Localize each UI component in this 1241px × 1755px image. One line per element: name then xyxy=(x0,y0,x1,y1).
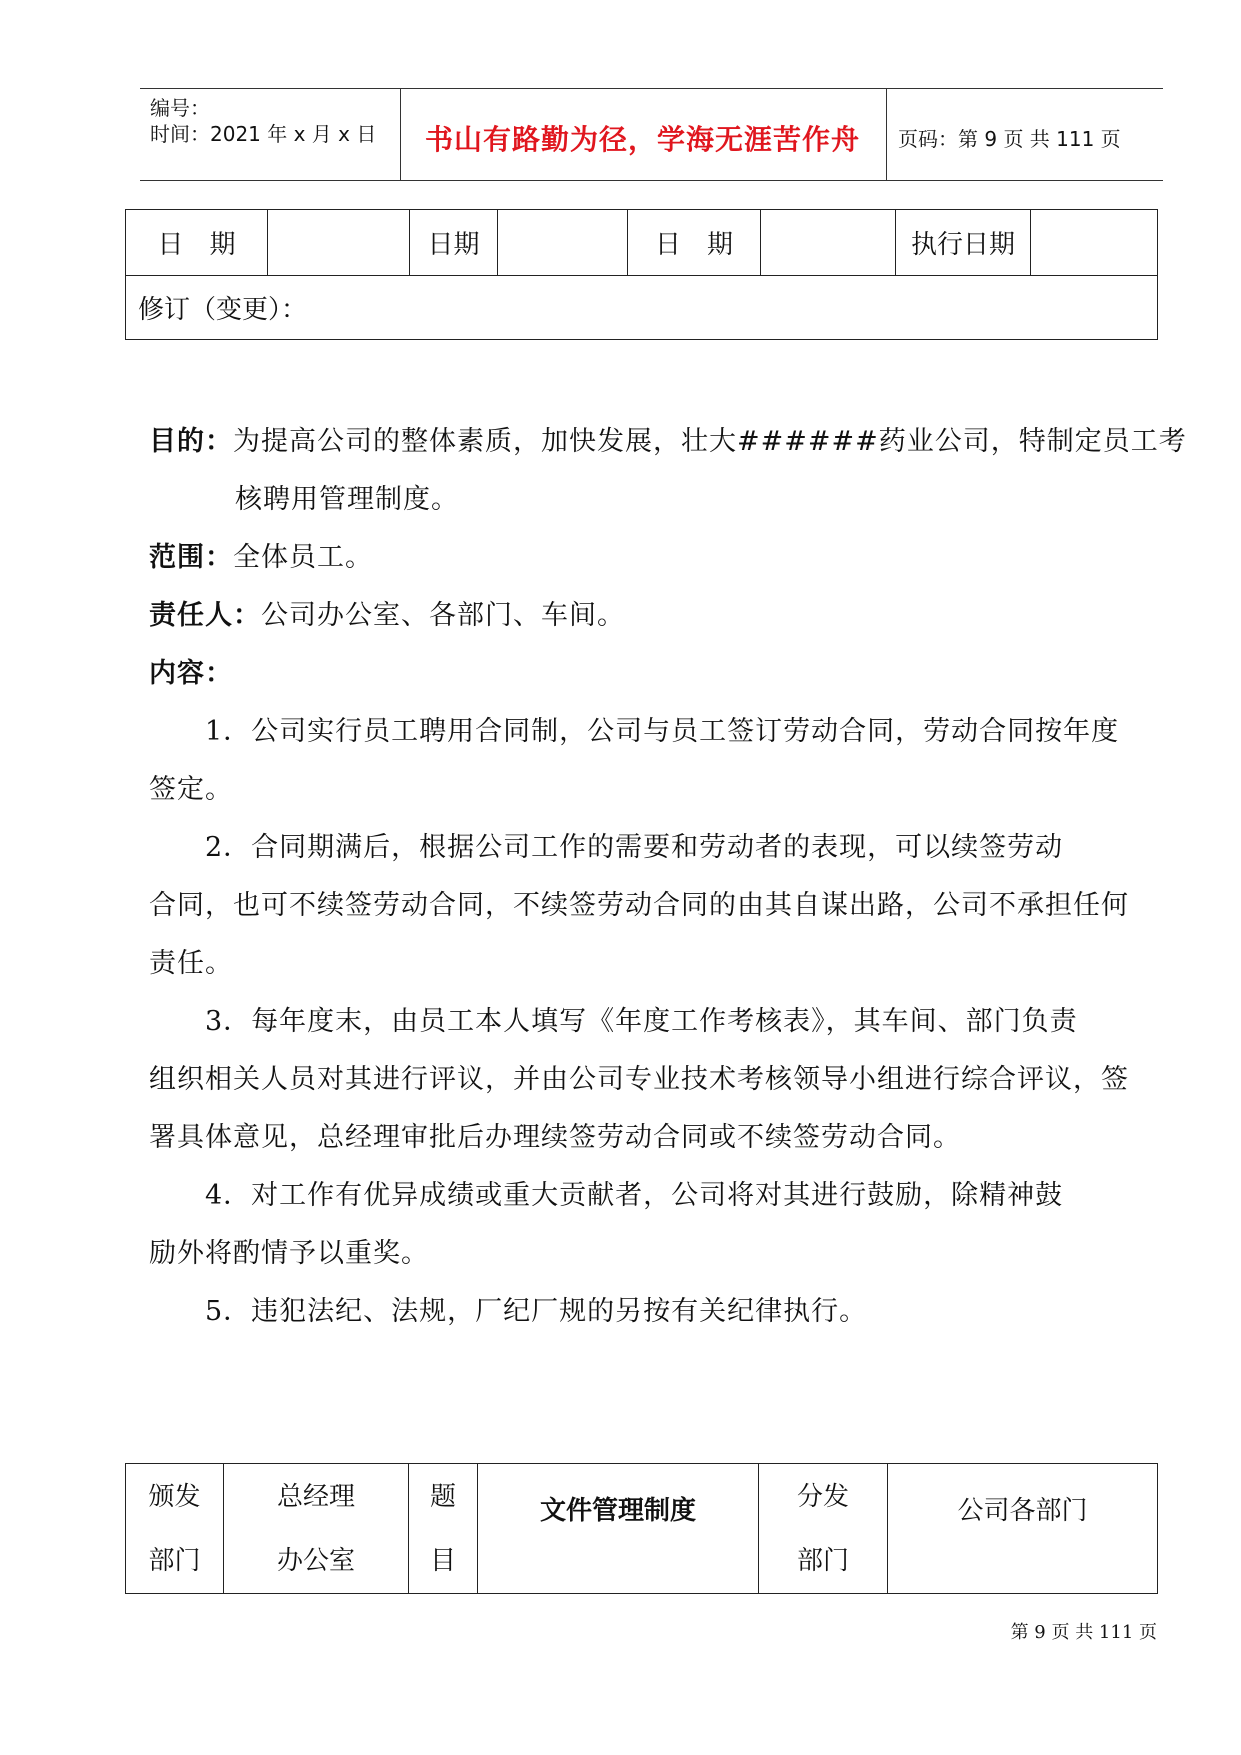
date-label-1: 日 期 xyxy=(126,210,268,276)
dist-label-2: 部门 xyxy=(796,1545,849,1576)
document-title: 文件管理制度 xyxy=(478,1464,759,1594)
revision-table xyxy=(125,209,1158,340)
title-label-cell xyxy=(409,1464,478,1594)
purpose-text-line1: 为提高公司的整体素质，加快发展，壮大######药业公司，特制定员工考 xyxy=(233,426,1187,457)
header-divider-right xyxy=(886,88,887,180)
issue-dept-label-2: 部门 xyxy=(148,1545,201,1576)
header-top-rule xyxy=(140,88,1163,89)
document-info-table xyxy=(125,1463,1158,1594)
issuer-cell xyxy=(224,1464,409,1594)
title-label-1: 题 xyxy=(429,1481,456,1512)
item-4-line1: 4．对工作有优异成绩或重大贡献者，公司将对其进行鼓励，除精神鼓 xyxy=(205,1180,1064,1211)
purpose-paragraph xyxy=(149,413,1187,1341)
content-item xyxy=(149,1167,1169,1283)
document-time: 时间：2021 年 x 月 x 日 xyxy=(150,122,377,146)
content-item xyxy=(149,703,1169,819)
header-motto: 书山有路勤为径，学海无涯苦作舟 xyxy=(425,123,861,156)
header-bottom-rule xyxy=(140,180,1163,181)
footer-page-number: 第 9 页 共 111 页 xyxy=(1010,1622,1157,1643)
content-label: 内容： xyxy=(149,658,233,689)
item-3-line2: 组织相关人员对其进行评议，并由公司专业技术考核领导小组进行综合评议，签 xyxy=(149,1064,1129,1095)
item-2-line1: 2．合同期满后，根据公司工作的需要和劳动者的表现，可以续签劳动 xyxy=(205,832,1064,863)
content-item xyxy=(149,993,1169,1167)
date-label-2: 日期 xyxy=(410,210,498,276)
content-item xyxy=(149,819,1169,993)
issuer-line-2: 办公室 xyxy=(276,1545,355,1576)
date-value-2 xyxy=(498,210,628,276)
issue-dept-label-1: 颁发 xyxy=(148,1481,201,1512)
date-label-3: 日 期 xyxy=(628,210,761,276)
scope-text: 全体员工。 xyxy=(233,542,373,573)
item-2-line2: 合同，也可不续签劳动合同，不续签劳动合同的由其自谋出路，公司不承担任何 xyxy=(149,890,1129,921)
header-page-number: 页码：第 9 页 共 111 页 xyxy=(898,127,1121,151)
exec-date-value xyxy=(1031,210,1158,276)
item-1-line2: 签定。 xyxy=(149,774,233,805)
item-4-line2: 励外将酌情予以重奖。 xyxy=(149,1238,429,1269)
dist-value: 公司各部门 xyxy=(888,1464,1158,1594)
scope-label: 范围： xyxy=(149,542,233,573)
exec-date-label: 执行日期 xyxy=(896,210,1031,276)
responsible-label: 责任人： xyxy=(149,600,261,631)
revision-label: 修订（变更）： xyxy=(126,276,1158,340)
item-3-line1: 3．每年度末，由员工本人填写《年度工作考核表》，其车间、部门负责 xyxy=(205,1006,1078,1037)
dist-dept-cell xyxy=(759,1464,888,1594)
item-5-line1: 5．违犯法纪、法规，厂纪厂规的另按有关纪律执行。 xyxy=(205,1296,868,1327)
item-2-line3: 责任。 xyxy=(149,948,233,979)
title-label-2: 目 xyxy=(429,1545,456,1576)
dist-label-1: 分发 xyxy=(796,1481,849,1512)
header-divider-left xyxy=(400,88,401,180)
date-value-1 xyxy=(268,210,410,276)
document-number-label: 编号： xyxy=(150,96,210,120)
issue-dept-cell xyxy=(126,1464,224,1594)
responsible-text: 公司办公室、各部门、车间。 xyxy=(261,600,625,631)
purpose-label: 目的： xyxy=(149,426,233,457)
date-value-3 xyxy=(761,210,896,276)
item-1-line1: 1．公司实行员工聘用合同制，公司与员工签订劳动合同，劳动合同按年度 xyxy=(205,716,1120,747)
issuer-line-1: 总经理 xyxy=(276,1481,355,1512)
item-3-line3: 署具体意见，总经理审批后办理续签劳动合同或不续签劳动合同。 xyxy=(149,1122,961,1153)
content-item xyxy=(149,1283,1169,1341)
purpose-text-line2: 核聘用管理制度。 xyxy=(235,484,459,515)
